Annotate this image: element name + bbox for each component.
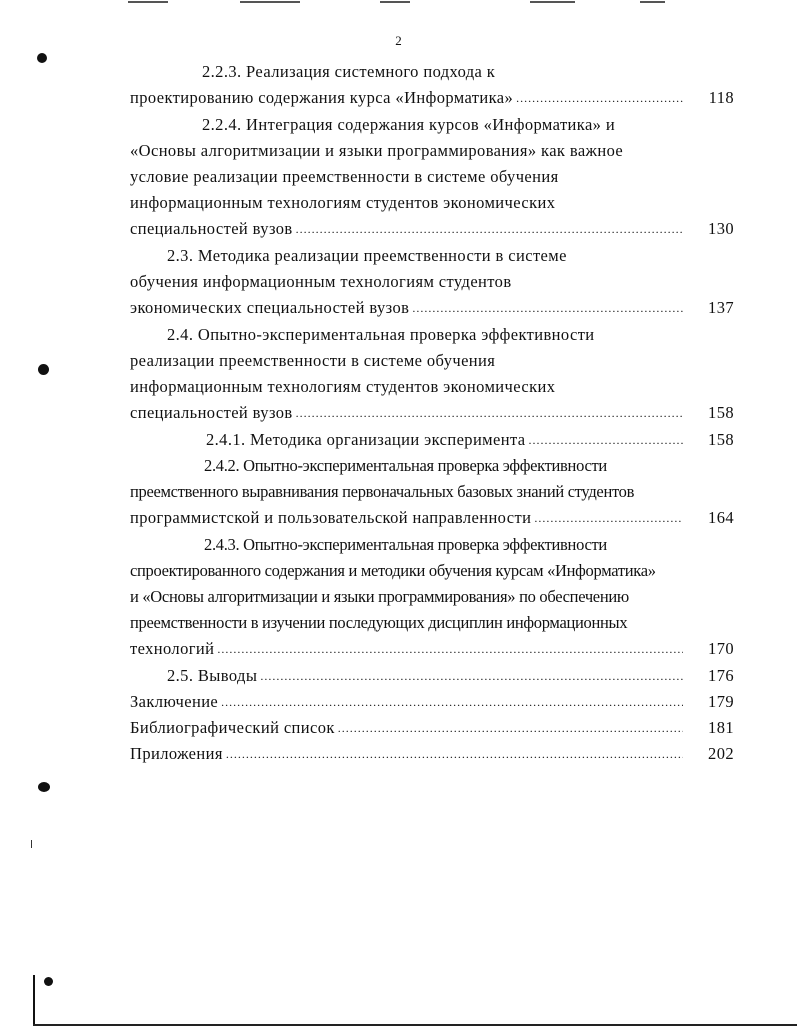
- toc-entry-line: «Основы алгоритмизации и языки программирования» как важное: [130, 141, 624, 160]
- toc-entry-line: Заключение . . .: [130, 690, 683, 714]
- toc-entry-line: 2.5. Выводы . . .: [130, 664, 683, 688]
- toc-entry-line: 2.4. Опытно-экспериментальная проверка эффективности: [167, 325, 595, 344]
- scan-punch-hole: [38, 364, 49, 375]
- toc-entry-line: условие реализации преемственности в системе обучения: [130, 167, 559, 186]
- toc-entry-line: специальностей вузов . . .: [130, 401, 683, 425]
- toc-page-number: 179: [708, 692, 734, 711]
- toc-entry-line: 2.3. Методика реализации преемственности в системе: [167, 246, 567, 265]
- toc-page-number: 158: [708, 403, 734, 422]
- toc-entry-line: 2.4.3. Опытно-экспериментальная проверка эффективности: [204, 535, 607, 554]
- toc-entry-line: технологий . . .: [130, 637, 683, 661]
- toc-page-number: 137: [708, 298, 734, 317]
- scan-punch-hole: [44, 977, 53, 986]
- scan-edge-mark: [33, 975, 35, 1025]
- scan-punch-hole: [37, 53, 47, 63]
- toc-page-number: 202: [708, 744, 734, 763]
- toc-entry-line: реализации преемственности в системе обучения: [130, 351, 496, 370]
- toc-entry-line: 2.4.2. Опытно-экспериментальная проверка эффективности: [204, 456, 607, 475]
- toc-page-number: 118: [708, 88, 734, 107]
- toc-entry-line: проектированию содержания курса «Информатика» . . .: [130, 86, 683, 110]
- toc-entry-line: специальностей вузов . . .: [130, 217, 683, 241]
- toc-entry-line: 2.4.1. Методика организации эксперимента . . .: [130, 428, 683, 452]
- toc-entry-line: программистской и пользовательской направленности . . .: [130, 506, 683, 530]
- scan-mark: [31, 840, 32, 848]
- toc-page-number: 158: [708, 430, 734, 449]
- toc-entry-line: преемственности в изучении последующих дисциплин информационных: [130, 613, 628, 632]
- page-number: 2: [395, 33, 402, 48]
- toc-page-number: 181: [708, 718, 734, 737]
- toc-page-number: 170: [708, 639, 734, 658]
- toc-page-number: 176: [708, 666, 734, 685]
- toc-entry-line: экономических специальностей вузов . . .: [130, 296, 683, 320]
- scan-punch-hole: [38, 782, 50, 792]
- toc-entry-line: спроектированного содержания и методики обучения курсам «Информатика»: [130, 561, 656, 580]
- toc-entry-line: обучения информационным технологиям студентов: [130, 272, 512, 291]
- toc-entry-line: информационным технологиям студентов экономических: [130, 193, 556, 212]
- toc-entry-line: информационным технологиям студентов экономических: [130, 377, 556, 396]
- scan-top-marks: [0, 0, 797, 6]
- toc-page-number: 130: [708, 219, 734, 238]
- toc-entry-line: Приложения . . .: [130, 742, 683, 766]
- scan-bottom-edge: [33, 1024, 797, 1026]
- toc-entry-line: Библиографический список . . .: [130, 716, 683, 740]
- toc-entry-line: преемственного выравнивания первоначальных базовых знаний студентов: [130, 482, 635, 501]
- toc-entry-line: 2.2.3. Реализация системного подхода к: [202, 62, 496, 81]
- toc-entry-line: и «Основы алгоритмизации и языки программирования» по обеспечению: [130, 587, 629, 606]
- toc-entry-line: 2.2.4. Интеграция содержания курсов «Информатика» и: [202, 115, 616, 134]
- toc-page-number: 164: [708, 508, 734, 527]
